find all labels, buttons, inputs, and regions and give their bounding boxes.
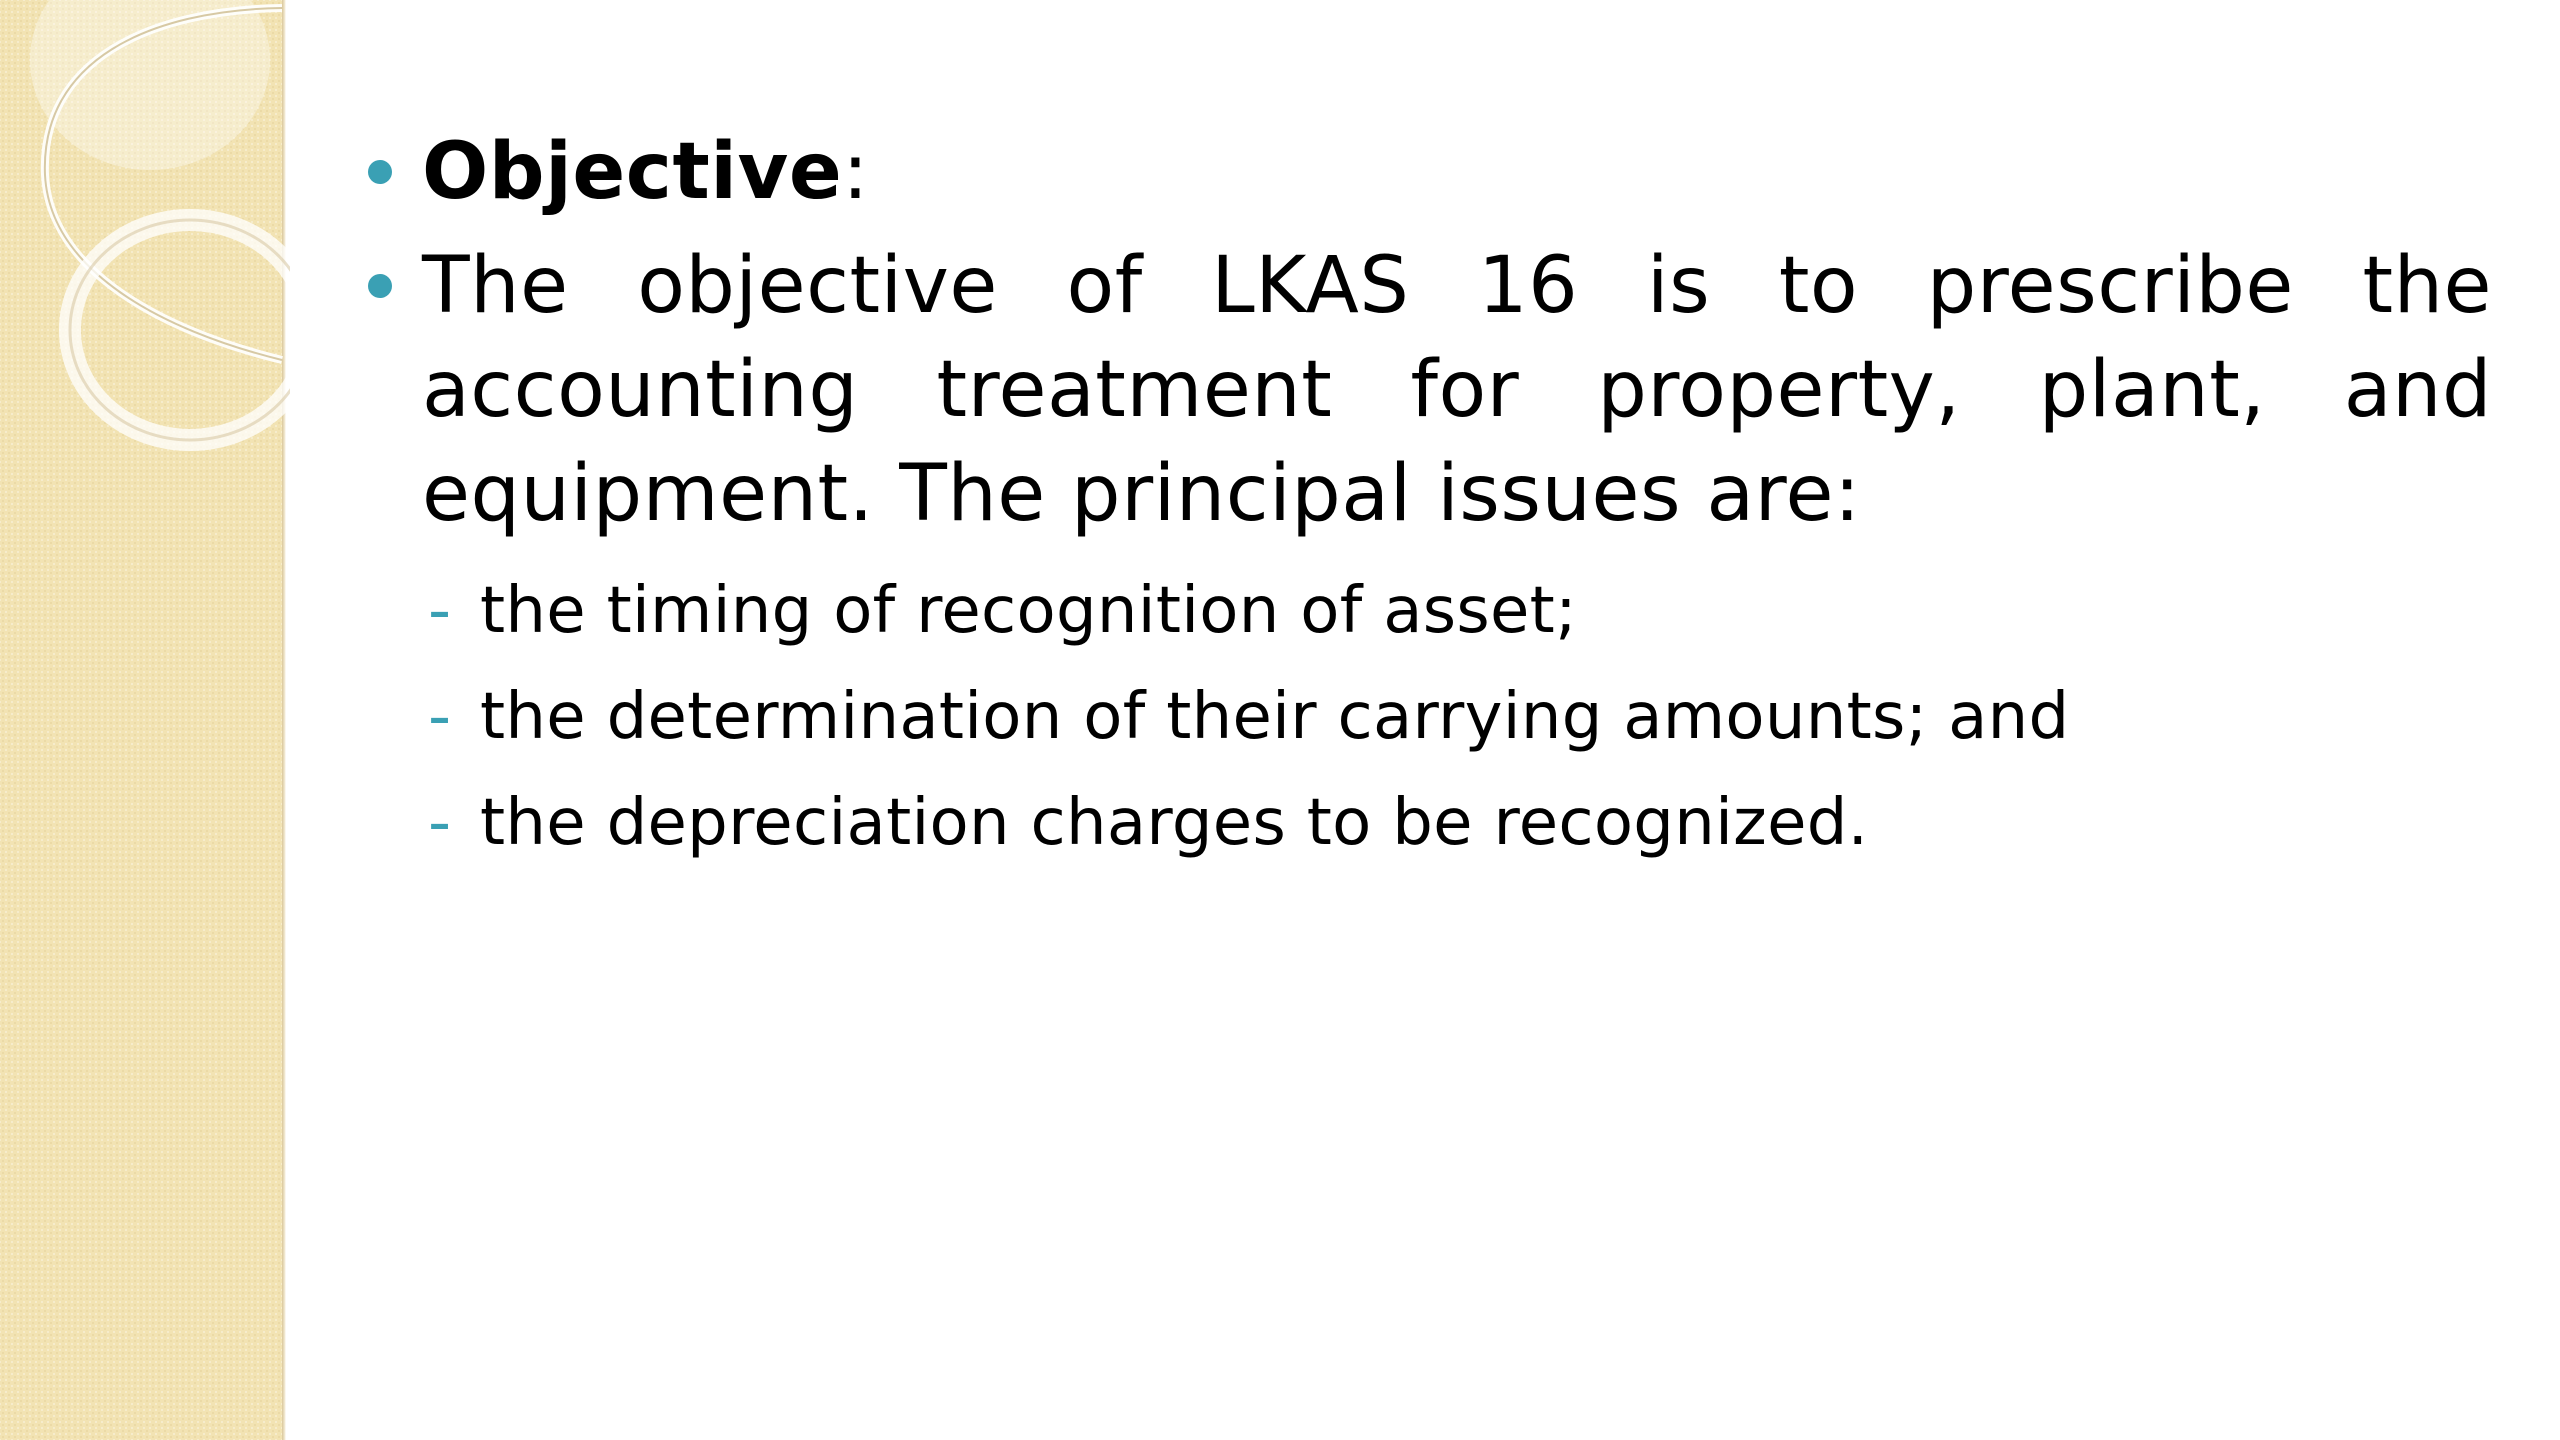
principal-issues-list [360,558,2492,876]
list-item-text: the determination of their carrying amounts; and [480,680,2070,754]
bullet-dot-icon [368,274,392,298]
objective-heading-colon: : [842,127,870,217]
list-item-text: the timing of recognition of asset; [480,574,1577,648]
list-item-text: the depreciation charges to be recognized. [480,786,1869,860]
bullet-objective-heading [360,120,2492,224]
objective-heading: Objective [422,127,843,217]
objective-description: The objective of LKAS 16 is to prescribe the accounting treatment for property, plant, and equipment. The principal issues are: [422,241,2492,539]
list-item [360,770,2492,876]
dash-bullet-icon: - [428,786,452,860]
bullet-objective-description [360,234,2492,546]
list-item [360,664,2492,770]
ring-ornament-icon [0,0,290,500]
dash-bullet-icon: - [428,680,452,754]
bullet-dot-icon [368,160,392,184]
dash-bullet-icon: - [428,574,452,648]
list-item [360,558,2492,664]
slide-content [360,120,2492,876]
